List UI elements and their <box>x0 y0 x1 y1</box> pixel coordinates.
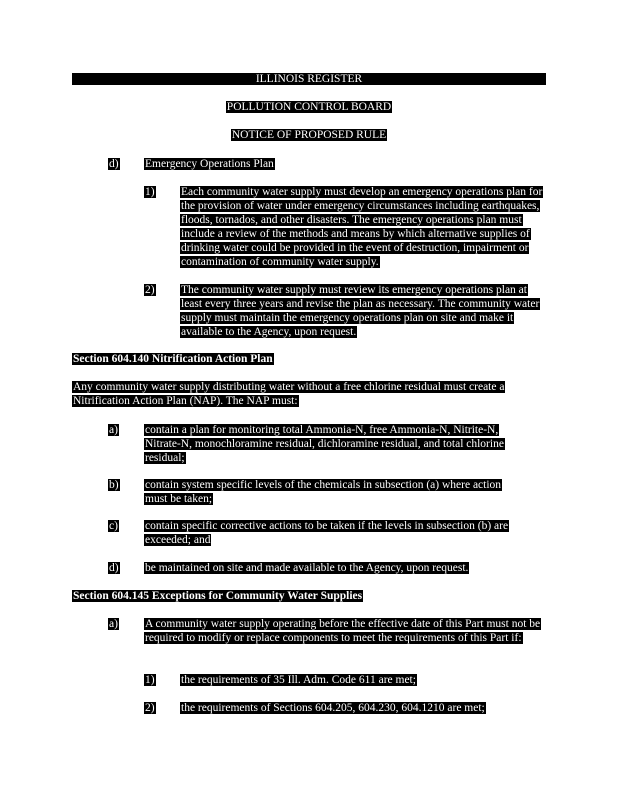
item-label: 2) <box>145 702 155 714</box>
section-140-item-b-label <box>108 478 120 492</box>
item-label: d) <box>109 562 119 574</box>
section-140-item-c-text <box>144 519 532 547</box>
section-140-item-b-text <box>144 478 524 506</box>
item-label: c) <box>109 520 118 532</box>
paragraph-text: contain a plan for monitoring total Ammonia-N, free Ammonia-N, Nitrite-N, Nitrate-N, monochloramine residual, dichloramine residual, and total chlorine residual; <box>145 424 504 464</box>
board-title <box>72 100 546 114</box>
section-145-item-a-label <box>108 617 119 631</box>
section-145-item-a-text <box>144 617 542 645</box>
section-140-item-a-text <box>144 423 528 465</box>
section-d-item-2-label <box>144 283 156 297</box>
register-title-text: ILLINOIS REGISTER <box>255 73 363 85</box>
section-d-item-1-label <box>144 185 156 199</box>
section-140-item-a-label <box>108 423 119 437</box>
section-d-item-2-text <box>180 283 546 339</box>
section-d-label-text: d) <box>109 158 119 170</box>
item-label: 1) <box>145 674 155 686</box>
section-145-sub-1-text <box>180 673 417 687</box>
paragraph-text: Each community water supply must develop an emergency operations plan for the provision of water under emergency circumstances including earthquakes, floods, tornados, and other disasters. The emergency operations plan must include a review of the methods and means by which alternative supplies of drinking water could be provided in the event of destruction, impairment or contamination of community water supply. <box>181 186 543 268</box>
section-145-heading <box>72 589 363 603</box>
section-140-heading <box>72 352 274 366</box>
item-label: b) <box>109 479 119 491</box>
section-145-sub-2-text <box>180 701 486 715</box>
section-d-item-1-text <box>180 185 544 269</box>
section-140-item-d-text <box>144 561 544 575</box>
notice-title <box>72 128 546 142</box>
paragraph-text: be maintained on site and made available to the Agency, upon request. <box>145 562 469 574</box>
paragraph-text: the requirements of 35 Ill. Adm. Code 611 are met; <box>181 674 416 686</box>
section-heading-text: Section 604.140 Nitrification Action Plan <box>73 353 273 365</box>
section-d-label <box>108 157 120 171</box>
item-label: 2) <box>145 284 155 296</box>
item-label: a) <box>109 424 118 436</box>
item-label: a) <box>109 618 118 630</box>
paragraph-text: the requirements of Sections 604.205, 604.230, 604.1210 are met; <box>181 702 485 714</box>
paragraph-text: contain specific corrective actions to be taken if the levels in subsection (b) are exceeded; and <box>145 520 509 546</box>
paragraph-text: contain system specific levels of the chemicals in subsection (a) where action must be taken; <box>145 479 502 505</box>
section-140-item-d-label <box>108 561 120 575</box>
paragraph-text: Any community water supply distributing water without a free chlorine residual must create a Nitrification Action Plan (NAP). The NAP must: <box>73 381 505 407</box>
section-heading-text: Section 604.145 Exceptions for Community Water Supplies <box>73 590 363 602</box>
section-145-sub-2-label <box>144 701 156 715</box>
section-d-title-text: Emergency Operations Plan <box>145 158 274 170</box>
notice-title-text: NOTICE OF PROPOSED RULE <box>231 129 387 141</box>
section-140-item-c-label <box>108 519 119 533</box>
item-label: 1) <box>145 186 155 198</box>
section-140-intro <box>72 380 532 408</box>
board-title-text: POLLUTION CONTROL BOARD <box>226 101 392 113</box>
section-145-sub-1-label <box>144 673 156 687</box>
section-d-title <box>144 157 275 171</box>
paragraph-text: The community water supply must review its emergency operations plan at least every three years and revise the plan as necessary. The community water supply must maintain the emergency operations plan on site and make it available to the Agency, upon request. <box>181 284 540 338</box>
register-title <box>72 72 546 86</box>
paragraph-text: A community water supply operating before the effective date of this Part must not be required to modify or replace components to meet the requirements of this Part if: <box>145 618 541 644</box>
